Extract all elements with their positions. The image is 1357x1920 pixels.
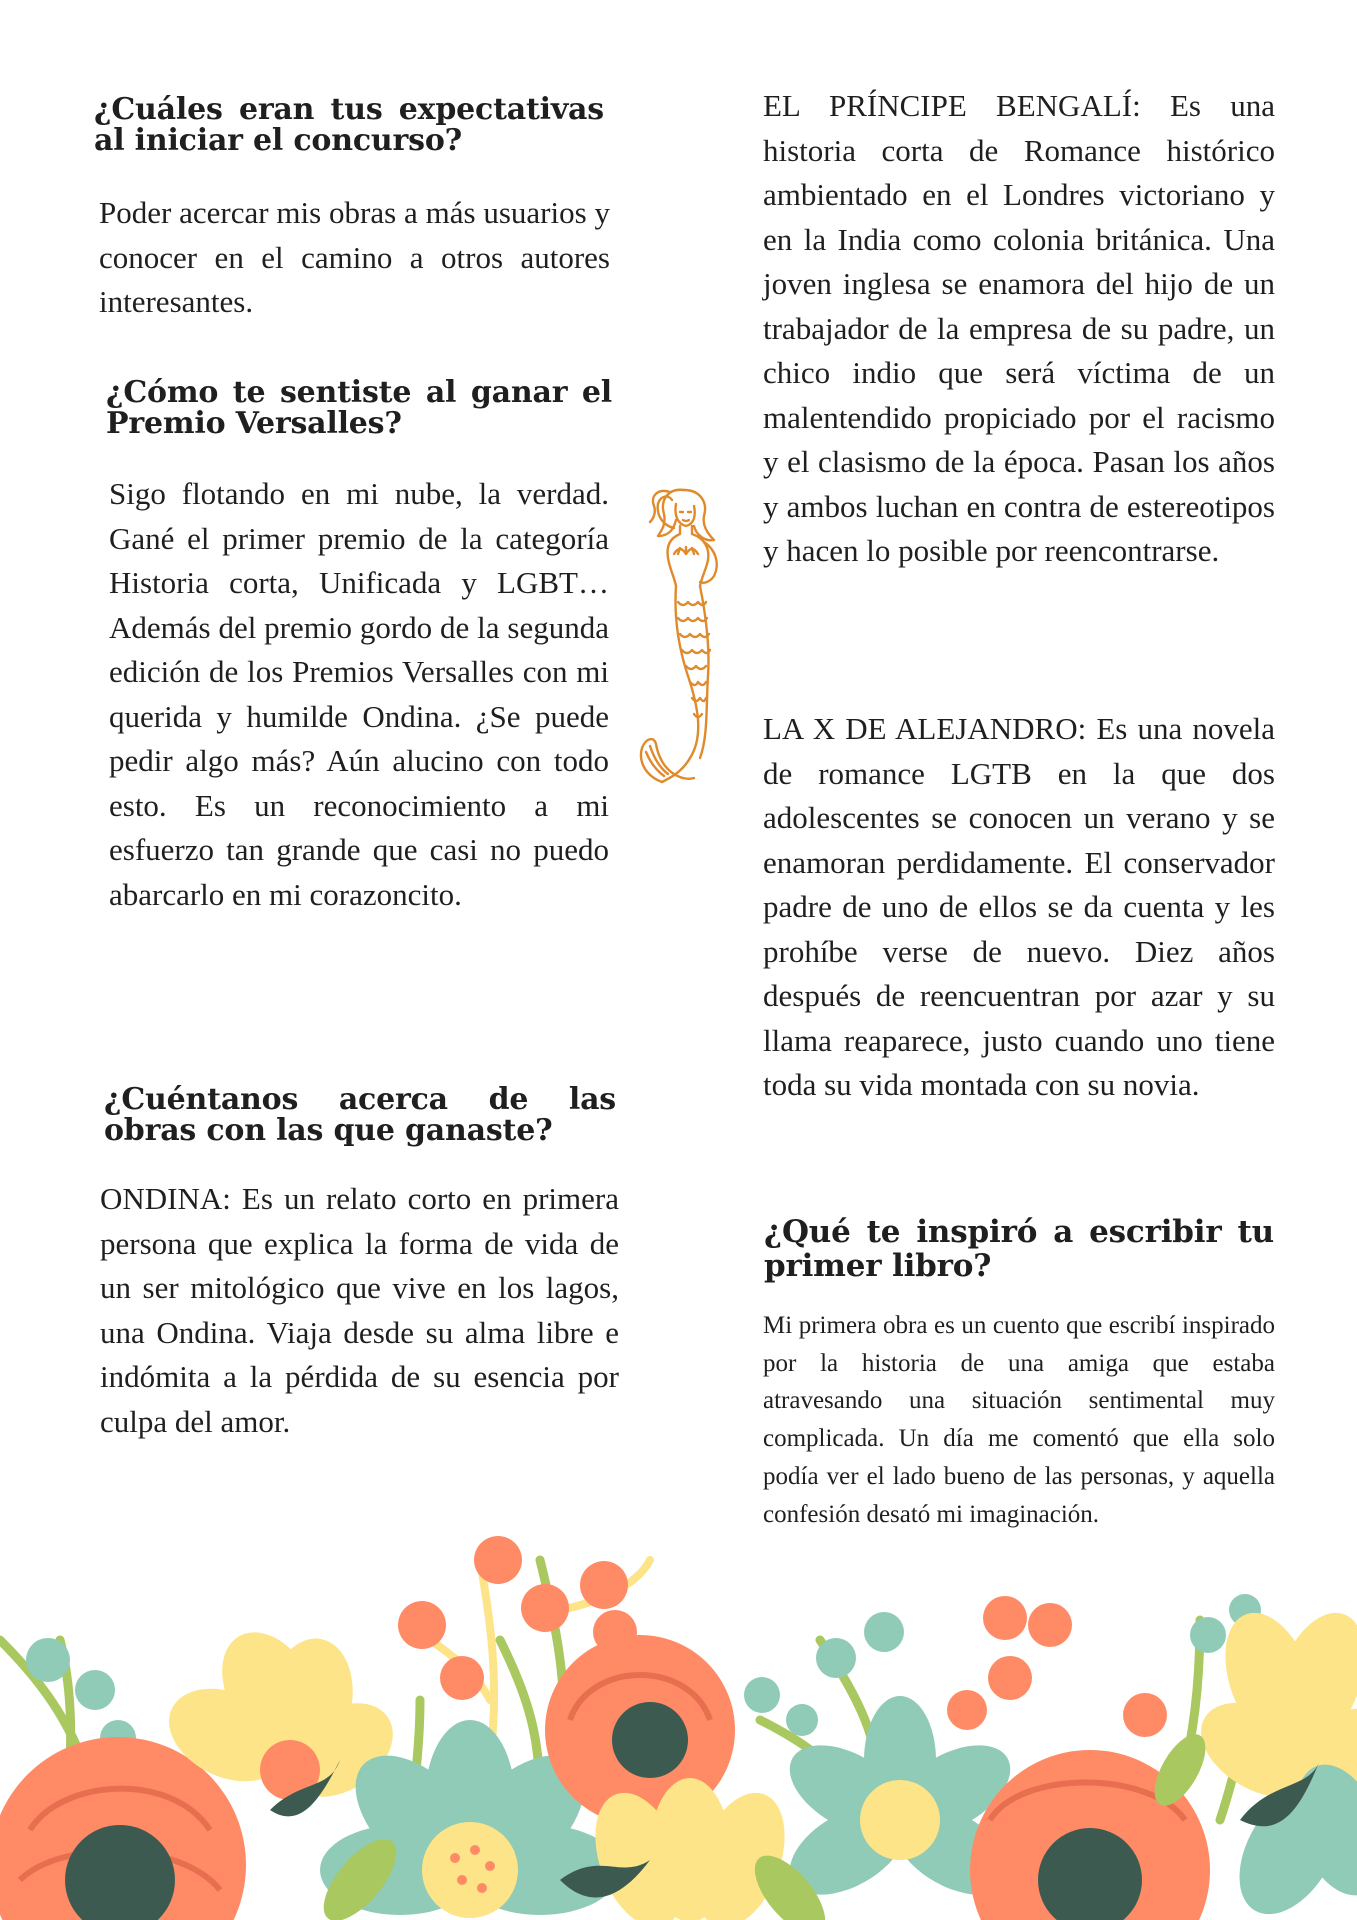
answer-works-ondina: ONDINA: Es un relato corto en primera persona que explica la forma de vida de un ser mitológico que vive en los lagos, una Ondina. Viaja desde su alma libre e indómita a la pérdida de su esencia por culpa del amor. <box>100 1181 619 1439</box>
question-feelings: ¿Cómo te sentiste al ganar el Premio Versalles? <box>106 375 612 441</box>
answer-inspiration: Mi primera obra es un cuento que escribí inspirado por la historia de una amiga que estaba atravesando una situación sentimental muy complicada. Un día me comentó que ella solo podía ver el lado bueno de las personas, y aquella confesión desató mi imaginación. <box>763 1312 1275 1528</box>
floral-border-icon <box>0 1510 1357 1920</box>
paragraph-principe-bengali: EL PRÍNCIPE BENGALÍ: Es una historia corta de Romance histórico ambientado en el Londres victoriano y en la India como colonia británica. Una joven inglesa se enamora del hijo de un trabajador de la empresa de su padre, un chico indio que será víctima de un malentendido propiciado por el racismo y el clasismo de la época. Pasan los años y ambos luchan en contra de estereotipos y hacen lo posible por reencontrarse. <box>763 88 1275 568</box>
answer-feelings: Sigo flotando en mi nube, la verdad. Gané el primer premio de la categoría Historia corta, Unificada y LGBT… Además del premio gordo de la segunda edición de los Premios Versalles con mi querida y humilde Ondina. ¿Se puede pedir algo más? Aún alucino con todo esto. Es un reconocimiento a mi esfuerzo tan grande que casi no puedo abarcarlo en mi corazoncito. <box>109 476 609 912</box>
answer-expectations: Poder acercar mis obras a más usuarios y conocer en el camino a otros autores interesantes. <box>99 195 610 319</box>
paragraph-x-de-alejandro: LA X DE ALEJANDRO: Es una novela de romance LGTB en la que dos adolescentes se conocen un verano y se enamoran perdidamente. El conservador padre de uno de ellos se da cuenta y les prohíbe verse de nuevo. Diez años después de reencuentran por azar y su llama reaparece, justo cuando uno tiene toda su vida montada con su novia. <box>763 711 1275 1102</box>
question-expectations: ¿Cuáles eran tus expectativas al iniciar el concurso? <box>94 92 604 158</box>
mermaid-icon <box>634 486 742 788</box>
question-works: ¿Cuéntanos acerca de las obras con las que ganaste? <box>104 1082 616 1148</box>
question-inspiration: ¿Qué te inspiró a escribir tu primer libro? <box>764 1214 1274 1284</box>
